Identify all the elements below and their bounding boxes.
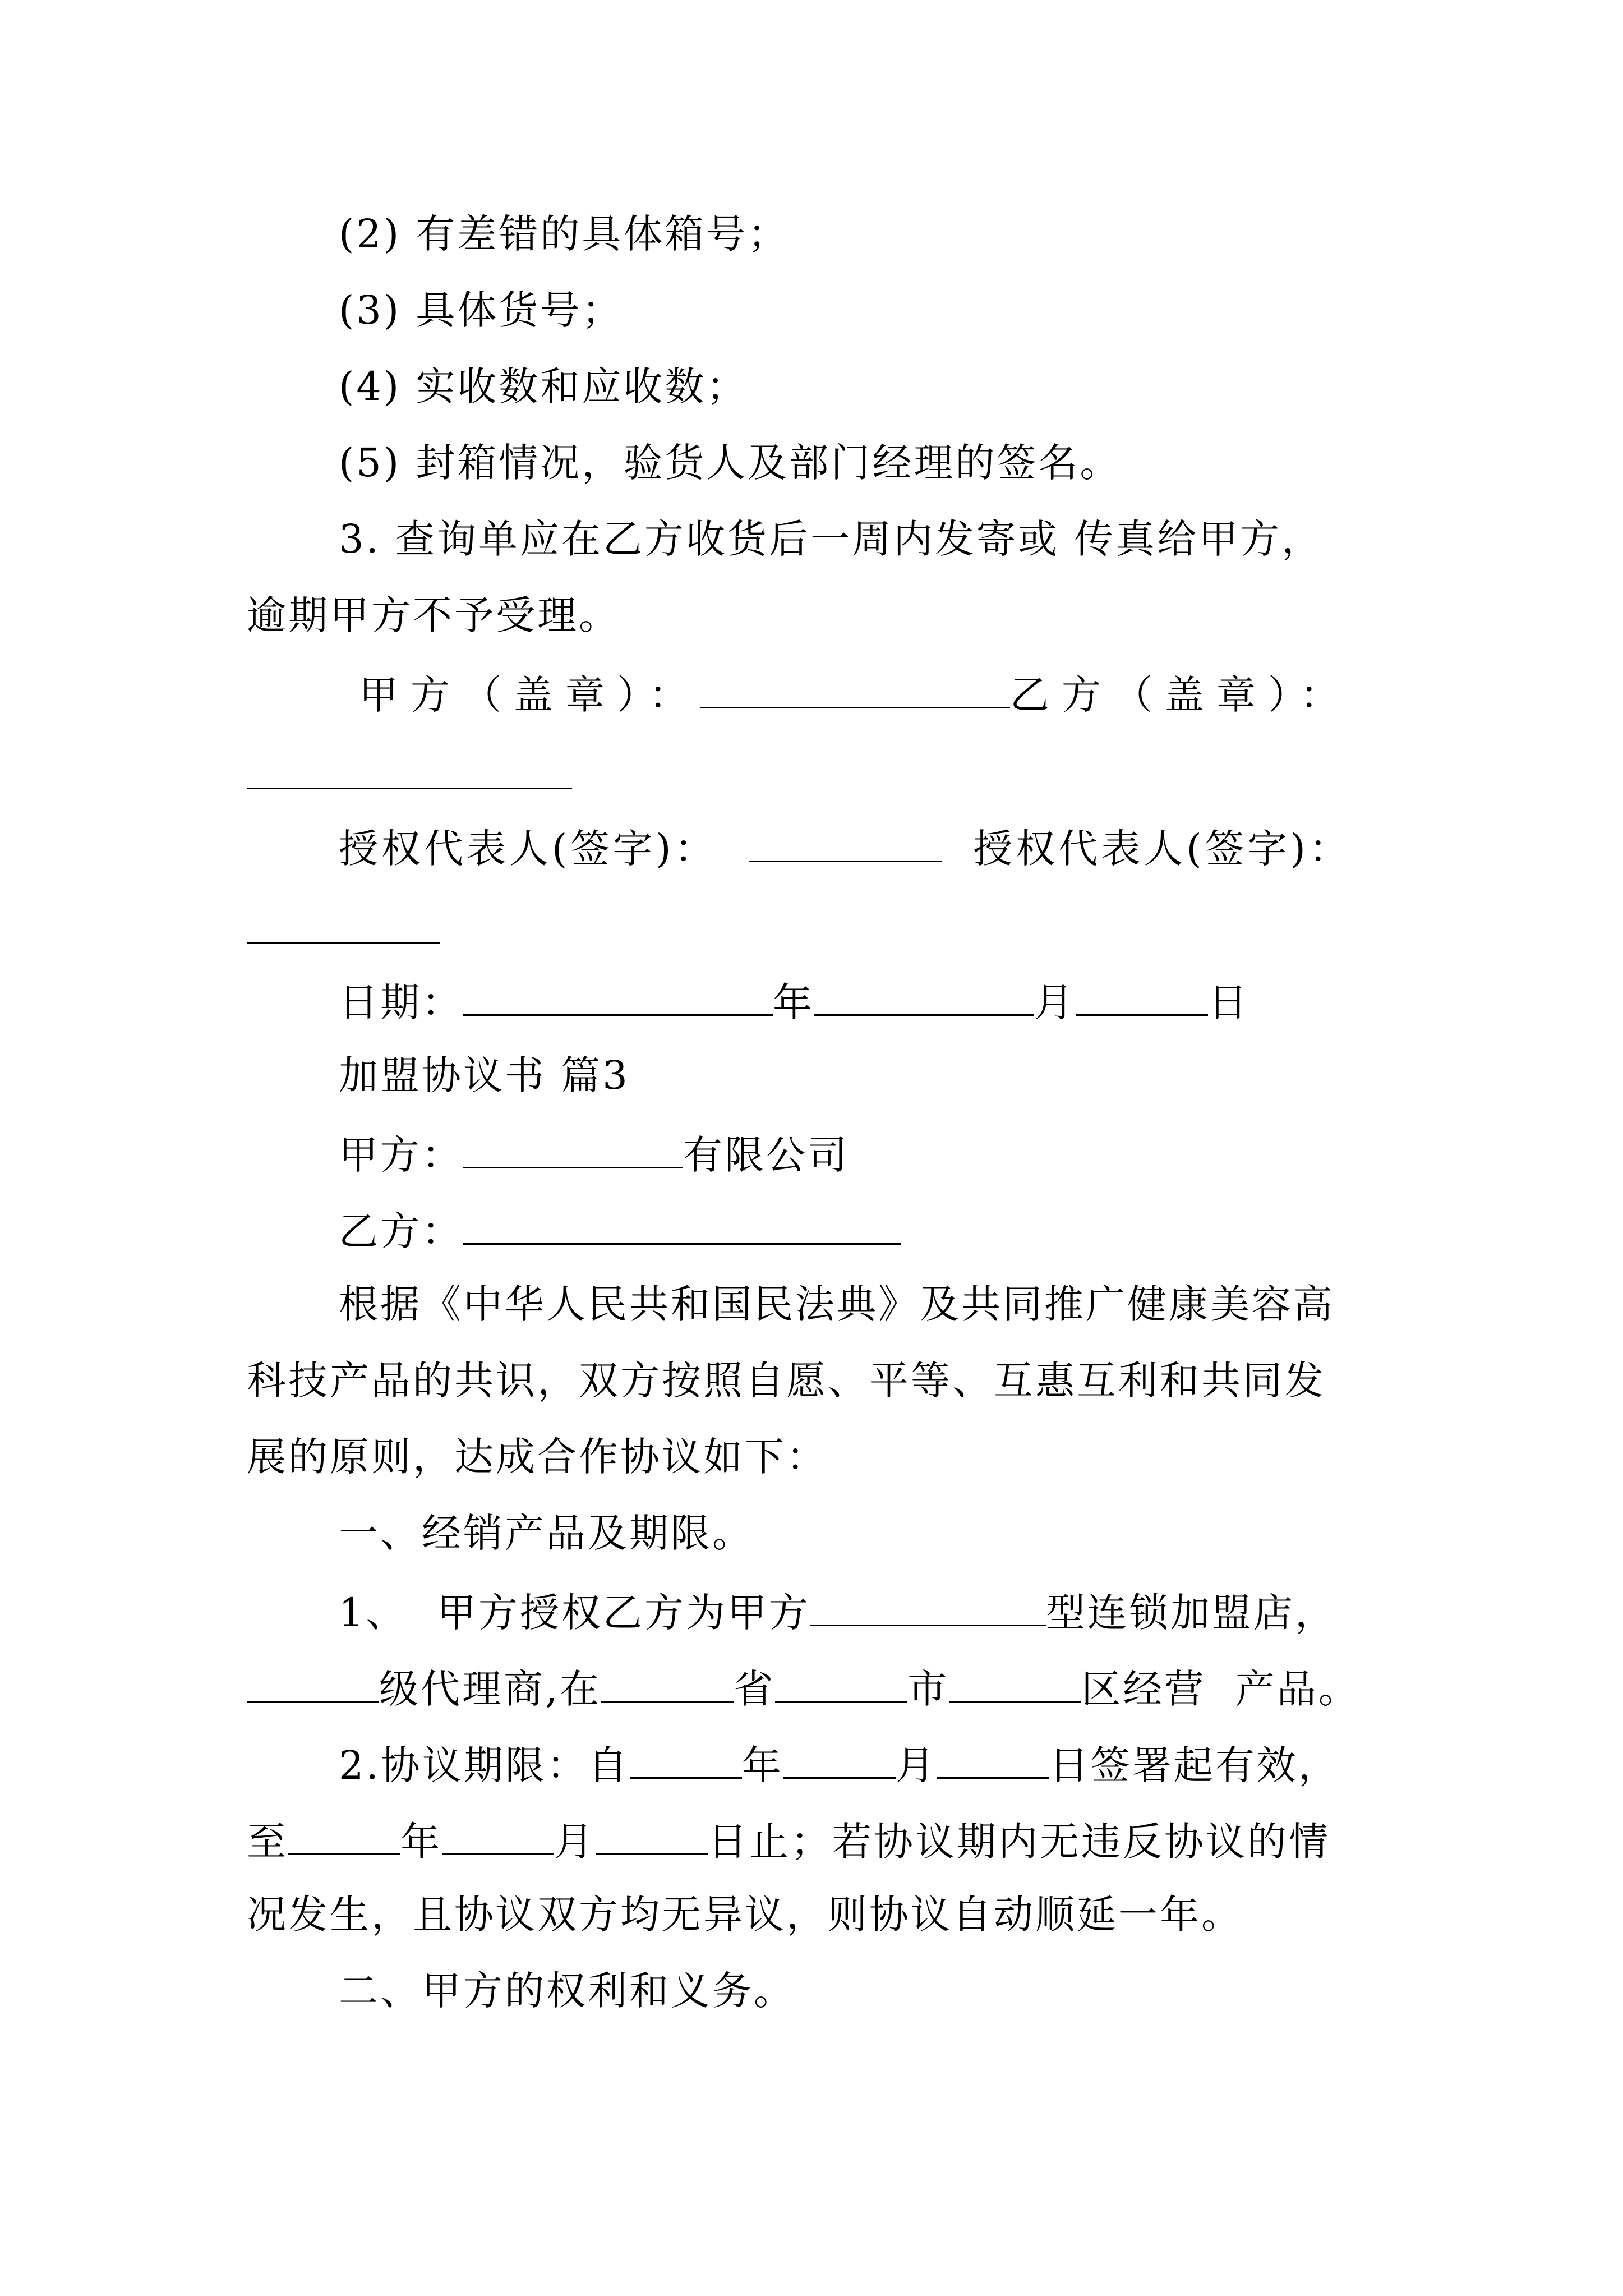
- clause2-to-day: 日止；若协议期内无违反协议的情: [708, 1819, 1330, 1865]
- rep-a-blank: [749, 826, 942, 862]
- party-a-seal-blank: [700, 672, 1010, 708]
- party-b-seal-label: 乙方（盖章）：: [1010, 672, 1352, 718]
- clause1-prefix: 1、 甲方授权乙方为甲方: [339, 1590, 811, 1636]
- date-day-blank: [1076, 979, 1208, 1016]
- clause2-year: 年: [741, 1742, 783, 1788]
- clause1-line2: [247, 1666, 1360, 1712]
- clause1-city: 市: [907, 1666, 949, 1712]
- clause2-to-day-blank: [596, 1819, 708, 1855]
- rep-a-label: 授权代表人(签字)：: [339, 826, 717, 872]
- clause1-suffix: 型连锁加盟店，: [1046, 1590, 1337, 1636]
- clause2-day-effective: 日签署起有效，: [1049, 1742, 1340, 1788]
- clause2-year-blank: [630, 1742, 742, 1779]
- item-4: (4) 实收数和应收数；: [339, 364, 748, 409]
- party-b-label: 乙方：: [339, 1208, 463, 1254]
- clause2-day-blank: [937, 1742, 1049, 1779]
- clause2-to-month: 月: [554, 1819, 596, 1865]
- clause1-city-blank: [775, 1666, 907, 1703]
- seal-line: [359, 672, 1352, 718]
- clause2-to-year: 年: [400, 1819, 442, 1865]
- heading-2: 二、甲方的权利和义务。: [339, 1968, 795, 2014]
- party-b-name-blank: [463, 1208, 901, 1245]
- clause1-province: 省: [734, 1666, 776, 1712]
- date-line: [339, 979, 1249, 1025]
- party-a-suffix: 有限公司: [683, 1132, 849, 1178]
- party-a-name-blank: [463, 1132, 683, 1168]
- heading-1: 一、经销产品及期限。: [339, 1510, 754, 1556]
- item-3: (3) 具体货号；: [339, 287, 624, 333]
- item-5: (5) 封箱情况，验货人及部门经理的签名。: [339, 440, 1122, 486]
- rep-b-blank: [247, 942, 440, 944]
- clause1-district-blank: [949, 1666, 1081, 1703]
- date-year: 年: [773, 979, 814, 1025]
- intro-line1: 根据《中华人民共和国民法典》及共同推广健康美容高: [339, 1281, 1335, 1327]
- date-day: 日: [1208, 979, 1249, 1025]
- intro-line3: 展的原则，达成合作协议如下：: [247, 1434, 828, 1480]
- clause2-to-year-blank: [288, 1819, 400, 1855]
- rep-line: [339, 826, 1352, 872]
- clause1-level: 级代理商,在: [379, 1666, 602, 1712]
- clause2-prefix: 2.协议期限：自: [339, 1742, 630, 1788]
- clause1-province-blank: [601, 1666, 734, 1703]
- date-year-blank: [463, 979, 773, 1016]
- clause1-line1: [339, 1590, 1337, 1636]
- clause1-district: 区经营 产品。: [1081, 1666, 1360, 1712]
- item-2: (2) 有差错的具体箱号；: [339, 211, 790, 257]
- clause2-month-blank: [783, 1742, 896, 1779]
- clause2-line2: [247, 1819, 1330, 1865]
- date-month: 月: [1034, 979, 1076, 1025]
- clause1-level-blank: [247, 1666, 379, 1703]
- rep-b-label: 授权代表人(签字)：: [973, 826, 1352, 872]
- party-a-line: [339, 1132, 849, 1178]
- party-b-seal-blank: [247, 788, 572, 789]
- clause2-line3: 况发生，且协议双方均无异议，则协议自动顺延一年。: [247, 1892, 1243, 1938]
- party-a-label: 甲方：: [339, 1132, 463, 1178]
- section-title: 加盟协议书 篇3: [339, 1052, 630, 1098]
- clause2-line1: [339, 1742, 1340, 1788]
- intro-line2: 科技产品的共识，双方按照自愿、平等、互惠互利和共同发: [247, 1358, 1326, 1404]
- party-a-seal-label: 甲方（盖章）：: [359, 672, 700, 718]
- clause1-type-blank: [810, 1590, 1046, 1626]
- clause2-month: 月: [895, 1742, 937, 1788]
- date-label: 日期：: [339, 979, 463, 1025]
- clause2-to-month-blank: [442, 1819, 554, 1855]
- date-month-blank: [814, 979, 1034, 1016]
- party-b-line: [339, 1208, 901, 1254]
- clause2-to: 至: [247, 1819, 288, 1865]
- para3-line2: 逾期甲方不予受理。: [247, 592, 620, 638]
- para3-line1: 3. 查询单应在乙方收货后一周内发寄或 传真给甲方，: [339, 516, 1324, 562]
